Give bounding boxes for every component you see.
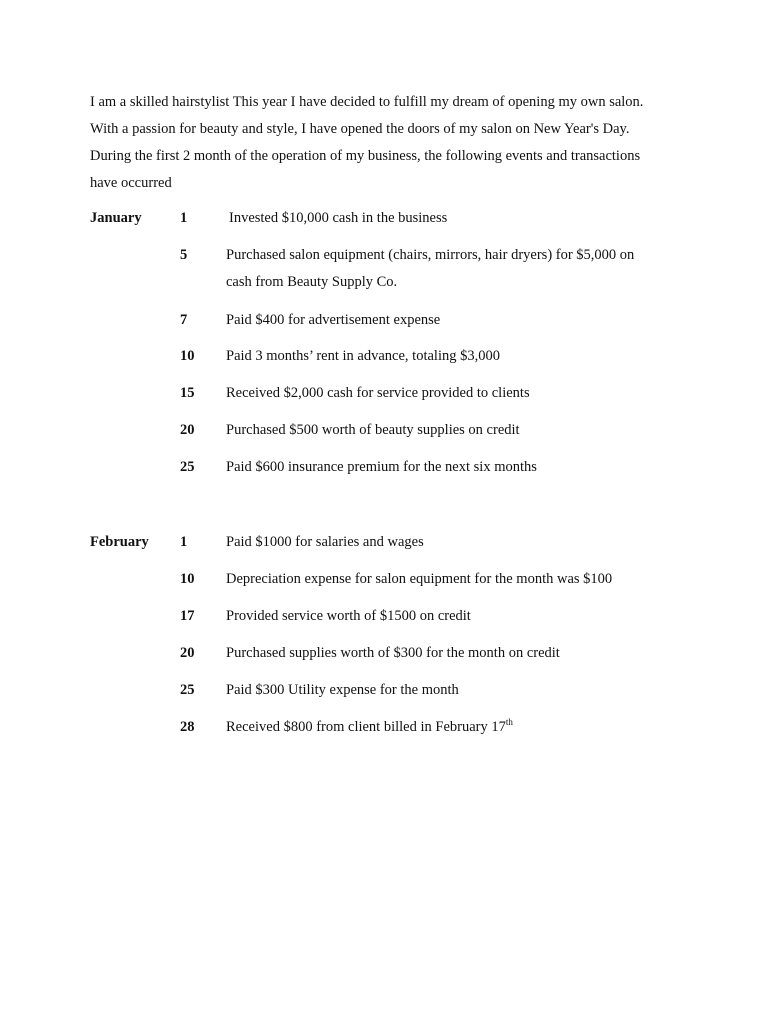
- intro-line: With a passion for beauty and style, I have opened the doors of my salon on New Year's Day.: [90, 121, 630, 137]
- entry-text: Paid $400 for advertisement expense: [226, 312, 441, 328]
- entry-text-continued: cash from Beauty Supply Co.: [226, 274, 398, 290]
- entry-text: Received $2,000 cash for service provided to clients: [226, 385, 530, 401]
- entry-text: Purchased supplies worth of $300 for the month on credit: [226, 645, 560, 661]
- entry-text-with-superscript: [226, 714, 513, 741]
- intro-line: I am a skilled hairstylist This year I have decided to fulfill my dream of opening my own salon.: [90, 94, 644, 110]
- entry-day: 1: [180, 210, 188, 226]
- entry-text: Paid $1000 for salaries and wages: [226, 534, 424, 550]
- entry-day: 7: [180, 312, 188, 328]
- intro-line: During the first 2 month of the operation of my business, the following events and transactions: [90, 148, 641, 164]
- entry-day: 28: [180, 719, 195, 735]
- entry-text: Purchased $500 worth of beauty supplies on credit: [226, 422, 520, 438]
- entry-text: Received $800 from client billed in February 17: [226, 719, 506, 735]
- entry-day: 10: [180, 348, 195, 364]
- entry-day: 20: [180, 645, 195, 661]
- month-label-january: January: [90, 210, 142, 226]
- entry-day: 17: [180, 608, 195, 624]
- intro-line: have occurred: [90, 175, 172, 191]
- entry-day: 10: [180, 571, 195, 587]
- entry-day: 25: [180, 459, 195, 475]
- entry-text: Paid $300 Utility expense for the month: [226, 682, 459, 698]
- entry-text: Paid $600 insurance premium for the next six months: [226, 459, 537, 475]
- entry-day: 25: [180, 682, 195, 698]
- entry-text: Provided service worth of $1500 on credit: [226, 608, 471, 624]
- entry-text: Invested $10,000 cash in the business: [229, 210, 448, 226]
- entry-text: Paid 3 months’ rent in advance, totaling $3,000: [226, 348, 500, 364]
- month-label-february: February: [90, 534, 149, 550]
- intro-paragraph: [90, 89, 690, 197]
- entry-text: Depreciation expense for salon equipment for the month was $100: [226, 571, 613, 587]
- ordinal-suffix: th: [505, 717, 513, 727]
- entry-day: 20: [180, 422, 195, 438]
- entry-text: Purchased salon equipment (chairs, mirrors, hair dryers) for $5,000 on: [226, 247, 635, 263]
- entry-day: 15: [180, 385, 195, 401]
- entry-day: 1: [180, 534, 188, 550]
- entry-day: 5: [180, 247, 188, 263]
